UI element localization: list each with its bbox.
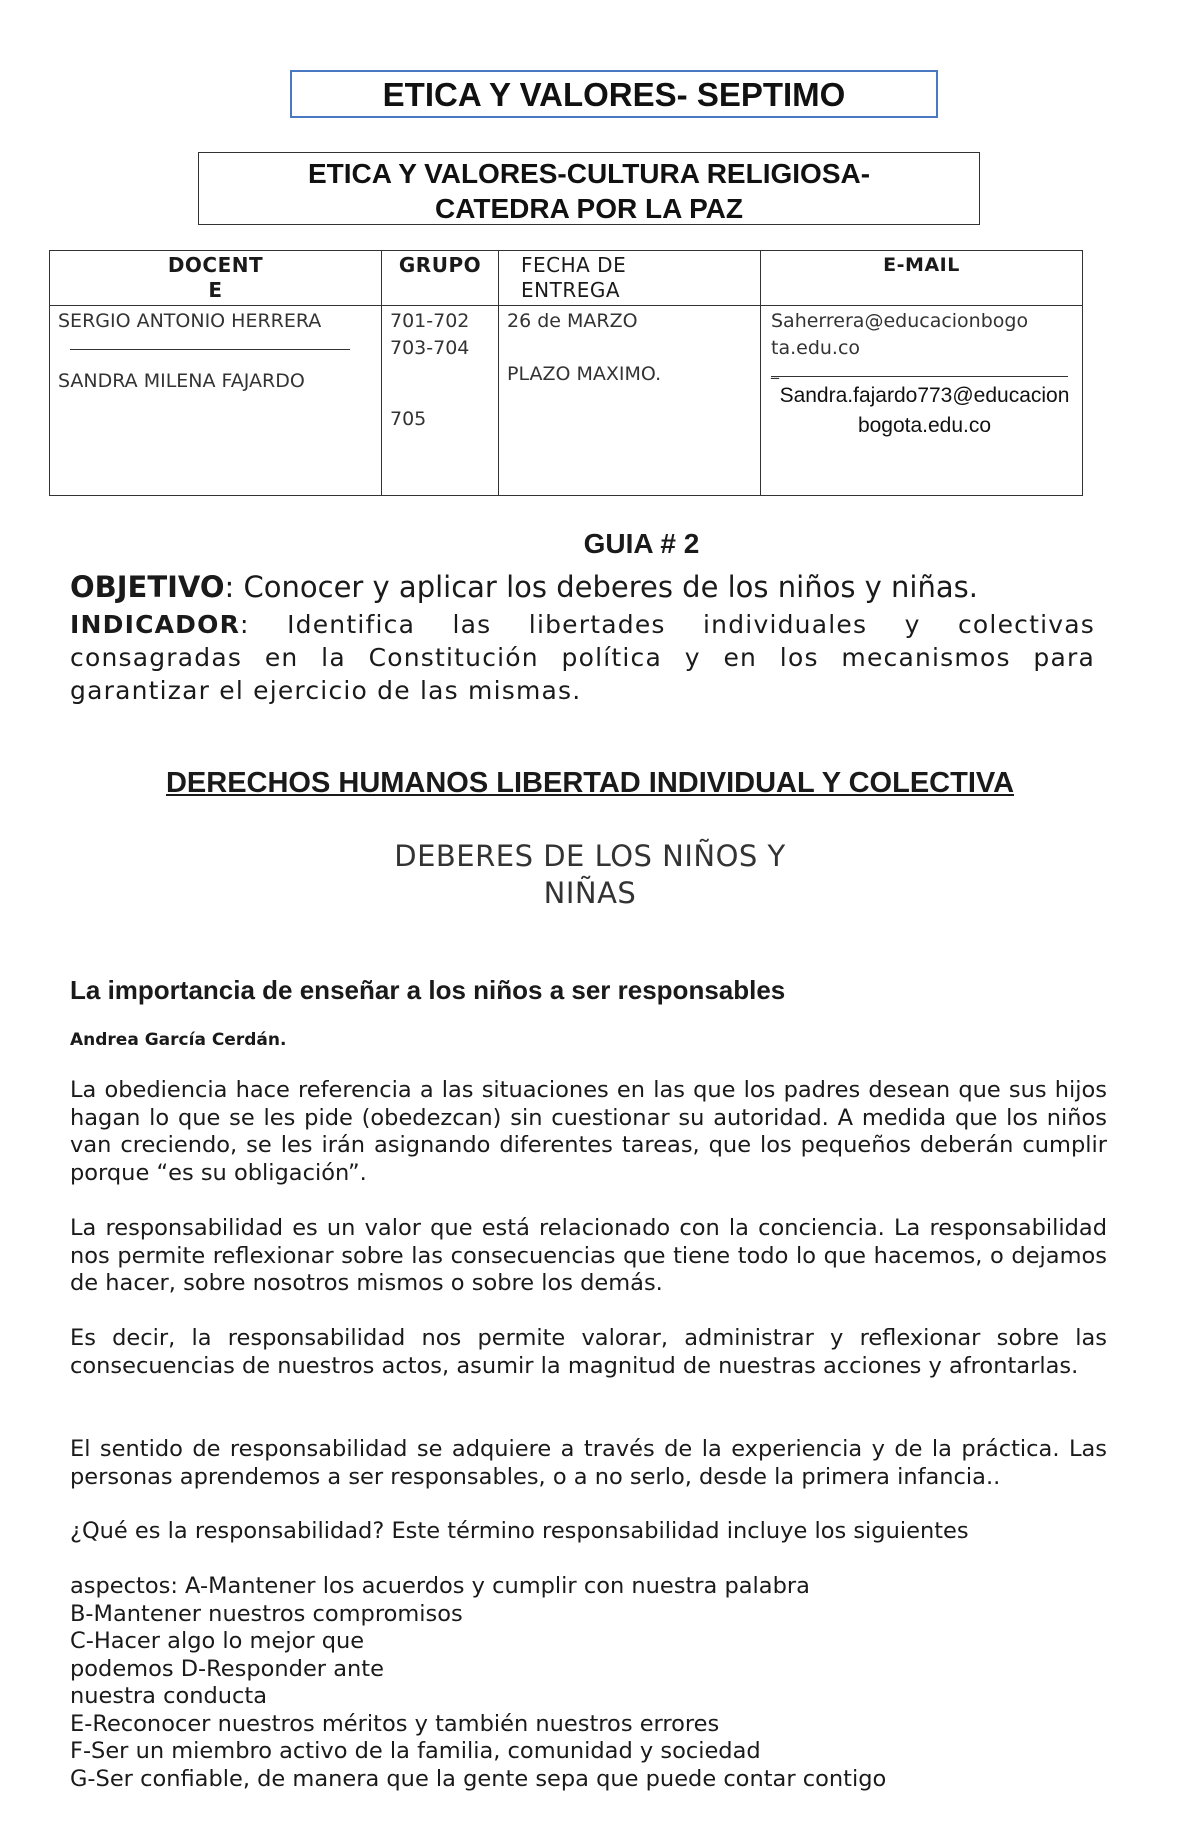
list-item: B-Mantener nuestros compromisos bbox=[70, 1600, 463, 1627]
objetivo bbox=[70, 568, 978, 606]
indicador bbox=[70, 608, 1095, 707]
docente-1: SERGIO ANTONIO HERRERA bbox=[58, 310, 322, 332]
header-grupo: GRUPO bbox=[382, 251, 499, 306]
email-divider: _ bbox=[771, 364, 1068, 377]
fecha-2: PLAZO MAXIMO. bbox=[507, 363, 662, 385]
article-author: Andrea García Cerdán. bbox=[70, 1030, 287, 1050]
objetivo-text: : Conocer y aplicar los deberes de los niños y niñas. bbox=[224, 570, 978, 604]
email-1-line-1: Saherrera@educacionbogo bbox=[771, 310, 1029, 332]
email-1-line-2: ta.edu.co bbox=[771, 337, 861, 359]
aspects-list bbox=[70, 1573, 886, 1793]
list-item: C-Hacer algo lo mejor que bbox=[70, 1628, 365, 1654]
divider bbox=[70, 349, 350, 350]
subtitle-line-1: ETICA Y VALORES-CULTURA RELIGIOSA- bbox=[307, 158, 871, 189]
paragraph-3: Es decir, la responsabilidad nos permite valorar, administrar y reflexionar sobre las consecuencias de nuestros actos, asumir la magnitud de nuestras acciones y afrontarlas. bbox=[70, 1325, 1107, 1379]
list-item: aspectos: A-Mantener los acuerdos y cumplir con nuestra palabra bbox=[70, 1573, 810, 1599]
docente-2: SANDRA MILENA FAJARDO bbox=[58, 370, 305, 392]
grupo-cell bbox=[382, 306, 499, 496]
paragraph-5: ¿Qué es la responsabilidad? Este término responsabilidad incluye los siguientes bbox=[70, 1518, 969, 1544]
document-title: ETICA Y VALORES- SEPTIMO bbox=[290, 70, 938, 118]
deberes-heading: DEBERES DE LOS NIÑOS Y NIÑAS bbox=[394, 839, 786, 910]
list-item: E-Reconocer nuestros méritos y también nuestros errores bbox=[70, 1710, 720, 1737]
header-fecha-entrega: FECHA DE ENTREGA bbox=[499, 251, 761, 306]
document-subtitle bbox=[198, 152, 980, 225]
list-item: nuestra conducta bbox=[70, 1683, 268, 1709]
table-header-row bbox=[50, 251, 1083, 306]
indicador-label: INDICADOR bbox=[70, 610, 241, 639]
paragraph-1: La obediencia hace referencia a las situaciones en las que los padres desean que sus hijos hagan lo que se les pide (obedezcan) sin cuestionar su autoridad. A medida que los niños van creciendo, se les irán asignando diferentes tareas, que los pequeños deberán cumplir porque “es su obligación”. bbox=[70, 1077, 1107, 1186]
email-cell bbox=[761, 306, 1083, 496]
list-item: F-Ser un miembro activo de la familia, comunidad y sociedad bbox=[70, 1738, 761, 1764]
fecha-1: 26 de MARZO bbox=[507, 310, 638, 332]
paragraph-4: El sentido de responsabilidad se adquiere a través de la experiencia y de la práctica. Las personas aprendemos a ser responsables, o a no serlo, desde la primera infancia.. bbox=[70, 1436, 1107, 1490]
list-item: G-Ser confiable, de manera que la gente sepa que puede contar contigo bbox=[70, 1765, 887, 1792]
table-row bbox=[50, 306, 1083, 496]
grupo-1: 701-702 bbox=[390, 310, 470, 332]
docente-cell bbox=[50, 306, 382, 496]
email-2: Sandra.fajardo773@educacion bogota.edu.co bbox=[779, 384, 1070, 437]
grupo-3: 705 bbox=[390, 408, 427, 430]
teacher-info-table bbox=[49, 250, 1083, 496]
subtitle-line-2: CATEDRA POR LA PAZ bbox=[435, 193, 743, 224]
list-item: podemos D-Responder ante bbox=[70, 1655, 384, 1682]
section-heading: DERECHOS HUMANOS LIBERTAD INDIVIDUAL Y COLECTIVA bbox=[165, 767, 1015, 799]
guia-number: GUIA # 2 bbox=[583, 528, 700, 559]
paragraph-2: La responsabilidad es un valor que está relacionado con la conciencia. La responsabilidad nos permite reflexionar sobre las consecuencias que tiene todo lo que hacemos, o dejamos de hacer, sobre nosotros mismos o sobre los demás. bbox=[70, 1215, 1107, 1296]
header-email: E-MAIL bbox=[761, 251, 1083, 306]
article-title: La importancia de enseñar a los niños a ser responsables bbox=[70, 975, 786, 1005]
indicador-text: : Identifica las libertades individuales y colectivas consagradas en la Constitución política y en los mecanismos para garantizar el ejercicio de las mismas. bbox=[70, 610, 1095, 705]
grupo-2: 703-704 bbox=[390, 337, 470, 359]
objetivo-label: OBJETIVO bbox=[70, 570, 225, 604]
header-docente: DOCENT E bbox=[50, 251, 382, 306]
fecha-cell bbox=[499, 306, 761, 496]
